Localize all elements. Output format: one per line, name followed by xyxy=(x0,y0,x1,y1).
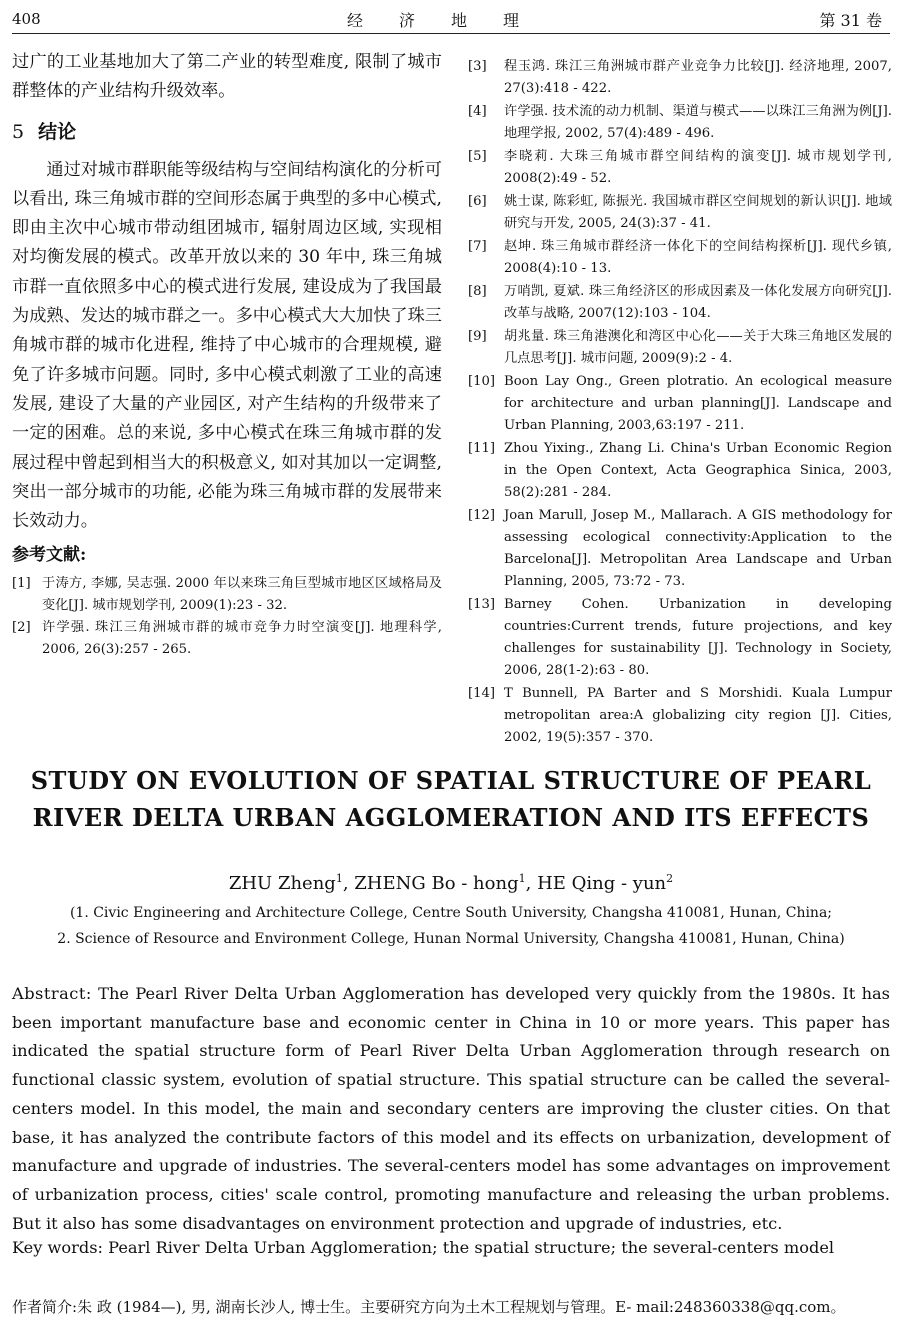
reference-text: 胡兆量. 珠三角港澳化和湾区中心化——关于大珠三角地区发展的几点思考[J]. 城市问题, 2009(9):2 - 4. xyxy=(504,329,892,366)
right-column xyxy=(468,56,892,750)
section-number: 5 xyxy=(12,120,25,143)
reference-text: 于涛方, 李娜, 吴志强. 2000 年以来珠三角巨型城市地区区域格局及变化[J]. 城市规划学刊, 2009(1):23 - 32. xyxy=(42,576,442,614)
volume-number: 第 31 卷 xyxy=(819,11,882,30)
author-note-text: 朱 政 (1984—), 男, 湖南长沙人, 博士生。主要研究方向为土木工程规划与管理。E- mail:248360338@qq.com。 xyxy=(77,1298,846,1316)
section-heading xyxy=(12,117,442,144)
abstract-text: The Pearl River Delta Urban Agglomeration has developed very quickly from the 1980s. It has been important manufacture base and economic center in China in 10 or more years. This paper has indicated the spatial structure form of Pearl River Delta Urban Agglomeration through research on functional classic system, evolution of spatial structure. This spatial structure can be called the several- centers model. In this model, the main and secondary centers are improving the cluster cities. On that base, it has analyzed the contribute factors of this model and its effects on urbanization, development of manufacture and upgrade of industries. The several-centers model has some advantages on improvement of urbanization process, cities' scale control, promoting manufacture and releasing the urban problems. But it also has some disadvantages on environment protection and upgrade of industries, etc. xyxy=(12,984,890,1233)
affiliation-mark: 1 xyxy=(335,872,343,885)
reference-number: [13] xyxy=(468,597,496,612)
reference-number: [4] xyxy=(468,104,487,119)
reference-number: [1] xyxy=(12,576,31,592)
affiliation-1: (1. Civic Engineering and Architecture College, Centre South University, Changsha 410081, Hunan, China; xyxy=(69,905,833,921)
affiliation-mark: 2 xyxy=(666,872,674,885)
reference-item xyxy=(468,281,892,325)
reference-number: [8] xyxy=(468,284,487,299)
english-title: STUDY ON EVOLUTION OF SPATIAL STRUCTURE OF PEARL RIVER DELTA URBAN AGGLOMERATION AND ITS EFFECTS xyxy=(30,766,872,832)
reference-text: 许学强. 珠江三角洲城市群的城市竞争力时空演变[J]. 地理科学, 2006, 26(3):257 - 265. xyxy=(42,620,442,658)
reference-text: Barney Cohen. Urbanization in developing countries:Current trends, future projections, and key challenges for sustainability [J]. Technology in Society, 2006, 28(1-2):63 - 80. xyxy=(504,597,892,678)
author-line xyxy=(0,872,902,894)
reference-item xyxy=(468,505,892,593)
reference-item xyxy=(12,617,442,661)
continued-paragraph: 过广的工业基地加大了第二产业的转型难度, 限制了城市群整体的产业结构升级效率。 xyxy=(12,52,442,102)
reference-number: [11] xyxy=(468,441,496,456)
author-name: ZHENG Bo - hong xyxy=(354,873,519,894)
author-note xyxy=(12,1296,890,1317)
reference-text: T Bunnell, PA Barter and S Morshidi. Kuala Lumpur metropolitan area:A globalizing city region [J]. Cities, 2002, 19(5):357 - 370. xyxy=(504,686,892,745)
reference-number: [6] xyxy=(468,194,487,209)
reference-item xyxy=(468,371,892,437)
reference-item xyxy=(468,146,892,190)
reference-text: 赵坤. 珠三角城市群经济一体化下的空间结构探析[J]. 现代乡镇, 2008(4):10 - 13. xyxy=(504,239,892,276)
reference-item xyxy=(468,683,892,749)
affiliation-2: 2. Science of Resource and Environment College, Hunan Normal University, Changsha 410081, Hunan, China) xyxy=(57,931,845,947)
reference-text: 程玉鸿. 珠江三角洲城市群产业竞争力比较[J]. 经济地理, 2007, 27(3):418 - 422. xyxy=(504,59,892,96)
references-heading: 参考文献: xyxy=(12,545,87,566)
reference-item xyxy=(468,56,892,100)
conclusion-paragraph: 通过对城市群职能等级结构与空间结构演化的分析可以看出, 珠三角城市群的空间形态属于典型的多中心模式, 即由主次中心城市带动组团城市, 辐射周边区域, 实现相对均衡发展的模式。改革开放以来的 30 年中, 珠三角城市群一直依照多中心的模式进行发展, 建设成为了我国最为成熟、发达的城市群之一。多中心模式大大加快了珠三角城市群的城市化进程, 维持了中心城市的合理规模, 避免了许多城市问题。同时, 多中心模式刺激了工业的高速发展, 建设了大量的产业园区, 对产生结构的升级带来了一定的困难。总的来说, 多中心模式在珠三角城市群的发展过程中曾起到相当大的积极意义, 如对其加以一定调整, 突出一部分城市的功能, 必能为珠三角城市群的发展带来长效动力。 xyxy=(12,159,442,532)
english-abstract xyxy=(12,980,890,1238)
reference-text: Zhou Yixing., Zhang Li. China's Urban Economic Region in the Open Context, Acta Geographica Sinica, 2003, 58(2):281 - 284. xyxy=(504,441,892,500)
reference-number: [7] xyxy=(468,239,487,254)
journal-name: 经济地理 xyxy=(346,11,555,30)
english-keywords xyxy=(12,1238,890,1257)
author-name: HE Qing - yun xyxy=(537,873,667,894)
reference-item xyxy=(468,594,892,682)
reference-item xyxy=(468,326,892,370)
reference-text: 姚士谋, 陈彩虹, 陈振光. 我国城市群区空间规划的新认识[J]. 地域研究与开发, 2005, 24(3):37 - 41. xyxy=(504,194,892,231)
reference-item xyxy=(468,438,892,504)
left-column xyxy=(12,48,442,661)
reference-number: [10] xyxy=(468,374,496,389)
reference-text: 李晓莉. 大珠三角城市群空间结构的演变[J]. 城市规划学刊, 2008(2):49 - 52. xyxy=(504,149,892,186)
reference-text: Joan Marull, Josep M., Mallarach. A GIS methodology for assessing ecological connectivity:Application to the Barcelona[J]. Metropolitan Area Landscape and Urban Planning, 2005, 73:72 - 73. xyxy=(504,508,892,589)
abstract-label: Abstract: xyxy=(12,984,92,1003)
affiliation-mark: 1 xyxy=(518,872,526,885)
author-separator: , xyxy=(342,873,355,894)
running-header xyxy=(12,6,890,34)
reference-number: [12] xyxy=(468,508,496,523)
keywords-label: Key words: xyxy=(12,1238,103,1257)
reference-number: [5] xyxy=(468,149,487,164)
reference-number: [3] xyxy=(468,59,487,74)
reference-item xyxy=(468,236,892,280)
reference-item xyxy=(12,573,442,617)
author-note-label: 作者简介: xyxy=(12,1298,78,1316)
author-name: ZHU Zheng xyxy=(228,873,336,894)
reference-number: [2] xyxy=(12,620,31,636)
keywords-text: Pearl River Delta Urban Agglomeration; the spatial structure; the several-centers model xyxy=(108,1238,835,1257)
page-number: 408 xyxy=(12,10,41,28)
reference-item xyxy=(468,101,892,145)
section-title: 结论 xyxy=(38,120,77,143)
reference-text: Boon Lay Ong., Green plotratio. An ecological measure for architecture and urban planning[J]. Landscape and Urban Planning, 2003,63:197 - 211. xyxy=(504,374,892,433)
reference-number: [9] xyxy=(468,329,487,344)
author-separator: , xyxy=(525,873,538,894)
reference-number: [14] xyxy=(468,686,496,701)
reference-item xyxy=(468,191,892,235)
reference-text: 万哨凯, 夏斌. 珠三角经济区的形成因素及一体化发展方向研究[J]. 改革与战略, 2007(12):103 - 104. xyxy=(504,284,892,321)
reference-text: 许学强. 技术流的动力机制、渠道与模式——以珠江三角洲为例[J]. 地理学报, 2002, 57(4):489 - 496. xyxy=(504,104,892,141)
